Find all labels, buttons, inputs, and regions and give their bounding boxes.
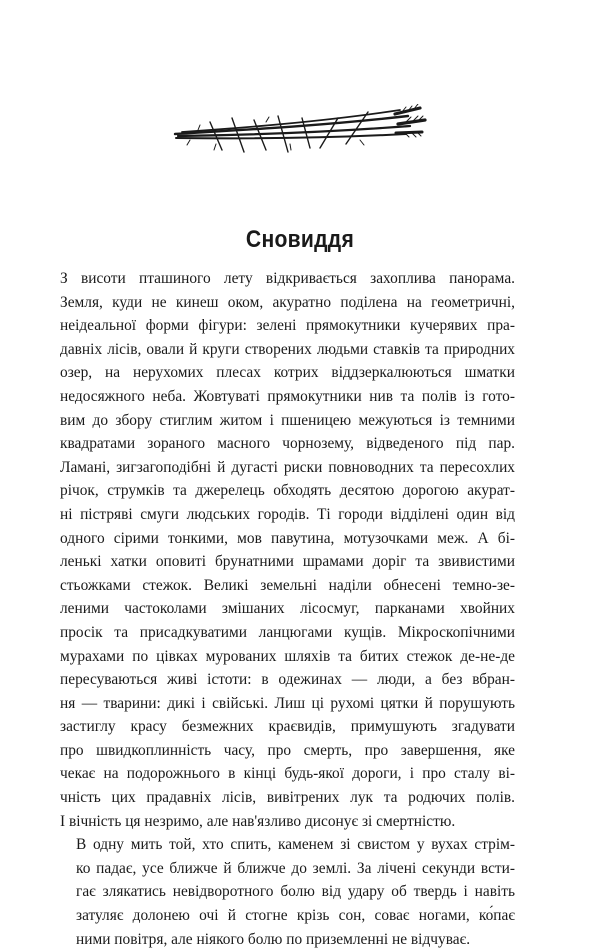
- text-line: чекає на подорожнього в кінці будь-якої дороги, і про сталу ві-: [60, 765, 515, 783]
- text-line: стьожками стежок. Великі земельні наділи обнесені темно-зе-: [60, 576, 515, 594]
- text-line: чність цих прадавніх лісів, вивітрених лук та родючих полів.: [60, 789, 515, 807]
- chapter-title: Сновиддя: [245, 226, 355, 253]
- text-line: просік та присадкуватими ланцюгами кущів. Мікроскопічними: [60, 623, 515, 641]
- text-line: мурахами по цівках мурованих шляхів та битих стежок де-не-де: [60, 647, 515, 665]
- text-line: ленькі хатки оповиті брунатними шрамами доріг та звивистими: [60, 553, 515, 571]
- text-line: застиглу красу безмежних краєвидів, примушують згадувати: [60, 718, 515, 736]
- text-line: пересуваються живі істоти: в одежинах — люди, а без вбран-: [60, 671, 515, 689]
- paragraph: [60, 833, 515, 951]
- paragraph: [60, 267, 515, 833]
- text-line: квадратами зораного масного чорнозему, відведеного під пар.: [60, 435, 515, 453]
- text-line: В одну мить той, хто спить, каменем зі свистом у вухах стрім-: [76, 836, 515, 854]
- text-line: недосяжного неба. Жовтуваті прямокутники нив та полів із гото-: [60, 387, 515, 405]
- text-line: ними повітря, але ніякого болю по приземленні не відчуває.: [76, 930, 471, 948]
- wheat-stalks-icon: [170, 104, 430, 160]
- text-line: давніх лісів, овали й круги створених людьми ставків та природних: [60, 340, 515, 358]
- text-line: ня — тварини: дикі і свійські. Лиш ці рухомі цятки й порушують: [60, 694, 515, 712]
- text-line: ні пістряві смуги людських городів. Ті городи відділені один від: [60, 505, 515, 523]
- text-line: вим до збору стиглим житом і пшеницею межуються із темними: [60, 411, 515, 429]
- text-line: озер, на нерухомих плесах котрих віддзеркалюються шматки: [60, 364, 515, 382]
- text-line: ко падає, усе ближче й ближче до землі. За лічені секунди всти-: [76, 859, 515, 877]
- body-text: [60, 267, 515, 951]
- text-line: неідеальної форми фігури: зелені прямокутники кучерявих пра-: [60, 317, 515, 335]
- text-line: затуляє долонею очі й стогне крізь сон, соває ногами, ко́пає: [76, 907, 515, 925]
- text-line: леними частоколами змішаних лісосмуг, парканами хвойних: [60, 600, 515, 618]
- text-line: гає злякатись невідворотного болю від удару об твердь і навіть: [76, 883, 515, 901]
- text-line: Земля, куди не кинеш оком, акуратно поділена на геометричні,: [60, 293, 515, 311]
- text-line: про швидкоплинність часу, про смерть, про завершення, яке: [60, 741, 515, 759]
- text-line: Ламані, зигзагоподібні й дугасті риски повноводних та пересохлих: [60, 458, 515, 476]
- text-line: З висоти пташиного лету відкривається захоплива панорама.: [60, 270, 515, 287]
- text-line: одного сірими тонкими, мов павутина, мотузочками меж. А бі-: [60, 529, 515, 547]
- text-line: І вічність ця незримо, але нав'язливо дисонує зі смертністю.: [60, 812, 456, 830]
- text-line: річок, струмків та джерелець обходять десятою дорогою акурат-: [60, 482, 515, 500]
